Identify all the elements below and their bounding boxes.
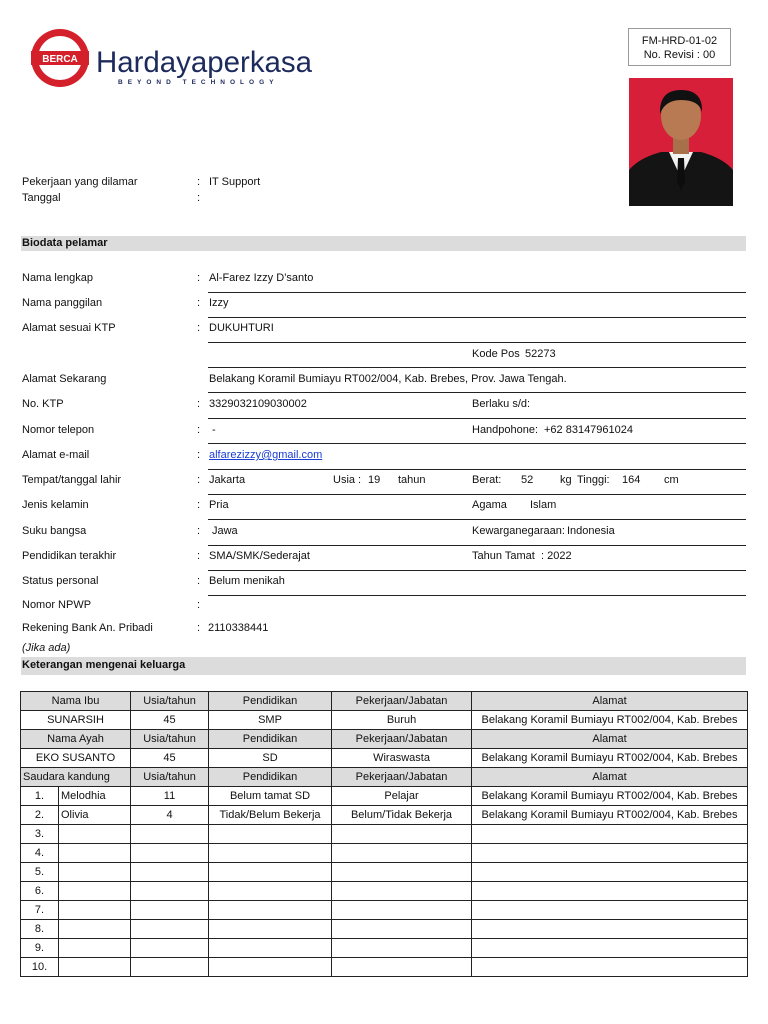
sibling-occupation [332,939,472,958]
company-logo [30,28,320,92]
sibling-education [209,863,332,882]
sibling-occupation: Pelajar [332,787,472,806]
citizenship-value: Indonesia [567,525,615,537]
table-header-cell: Usia/tahun [131,692,209,711]
weight-label: Berat: [472,474,502,486]
colon: : [197,474,201,486]
table-row [21,958,748,977]
applicant-photo [629,78,733,206]
rule [208,595,746,596]
sibling-occupation [332,825,472,844]
sibling-number: 8. [21,920,59,939]
table-row [21,787,748,806]
birth-label: Tempat/tanggal lahir [22,474,122,486]
colon: : [197,297,201,309]
sibling-age: 4 [131,806,209,825]
marital-status-label: Status personal [22,575,99,587]
marital-status-value: Belum menikah [209,575,285,587]
table-header-cell: Saudara kandung [21,768,131,787]
sibling-age [131,901,209,920]
current-address-label: Alamat Sekarang [22,373,107,385]
sibling-education [209,882,332,901]
colon: : [197,322,201,334]
mother-header-row [21,692,748,711]
table-row [21,920,748,939]
education-value: SMA/SMK/Sederajat [209,550,310,562]
table-cell: 45 [131,711,209,730]
sibling-education [209,958,332,977]
date-label: Tanggal [22,192,61,204]
sibling-name [59,901,131,920]
sibling-number: 5. [21,863,59,882]
father-row [21,749,748,768]
biodata-section-title: Biodata pelamar [21,236,746,251]
sibling-age [131,882,209,901]
sibling-number: 1. [21,787,59,806]
table-cell: Belakang Koramil Bumiayu RT002/004, Kab. Brebes [472,711,748,730]
colon: : [197,575,201,587]
sibling-age: 11 [131,787,209,806]
ktp-number-label: No. KTP [22,398,64,410]
table-cell: SUNARSIH [21,711,131,730]
sibling-age [131,844,209,863]
sibling-name [59,825,131,844]
colon: : [197,192,201,204]
age-label: Usia : [333,474,362,486]
rule [208,469,746,470]
sibling-occupation [332,901,472,920]
sibling-address [472,939,748,958]
sibling-name [59,863,131,882]
nickname-label: Nama panggilan [22,297,103,309]
postal-code-value: 52273 [525,348,556,360]
nickname-value: Izzy [209,297,229,309]
full-name-value: Al-Farez Izzy D’santo [209,272,314,284]
sibling-education [209,825,332,844]
sibling-address [472,863,748,882]
sibling-age [131,863,209,882]
table-cell: Wiraswasta [332,749,472,768]
ethnicity-value: Jawa [212,525,238,537]
religion-label: Agama [472,499,507,511]
email-label: Alamat e-mail [22,449,90,461]
height-label: Tinggi: [577,474,610,486]
sibling-education [209,901,332,920]
table-header-cell: Pekerjaan/Jabatan [332,768,472,787]
ktp-number-value: 3329032109030002 [209,398,307,410]
rule [208,342,746,343]
ktp-address-label: Alamat sesuai KTP [22,322,116,334]
family-section-title: Keterangan mengenai keluarga [21,657,746,675]
full-name-label: Nama lengkap [22,272,93,284]
ktp-address-value: DUKUHTURI [209,322,274,334]
age-value: 19 [368,474,381,486]
rule [208,494,746,495]
sibling-occupation: Belum/Tidak Bekerja [332,806,472,825]
mobile-label: Handpohone: [472,424,539,436]
ethnicity-label: Suku bangsa [22,525,87,537]
mother-row [21,711,748,730]
sibling-number: 6. [21,882,59,901]
postal-code-label: Kode Pos [472,348,520,360]
table-header-cell: Pekerjaan/Jabatan [332,730,472,749]
sibling-name [59,958,131,977]
colon: : [197,550,201,562]
table-row [21,844,748,863]
table-row [21,901,748,920]
graduation-year-value: : 2022 [541,550,572,562]
phone-label: Nomor telepon [22,424,95,436]
table-header-cell: Usia/tahun [131,730,209,749]
rule [208,443,746,444]
siblings-header-row [21,768,748,787]
sibling-number: 3. [21,825,59,844]
bank-account-value: 2110338441 [208,622,269,634]
sibling-education [209,939,332,958]
mobile-value: +62 83147961024 [544,424,634,436]
weight-unit: kg [560,474,572,486]
sibling-name [59,939,131,958]
rule [208,545,746,546]
rule [208,292,746,293]
sibling-name: Melodhia [59,787,131,806]
sibling-age [131,825,209,844]
table-row [21,825,748,844]
logo-tagline: BEYOND TECHNOLOGY [118,79,279,86]
height-unit: cm [664,474,679,486]
sibling-age [131,939,209,958]
job-applied-value: IT Support [209,176,261,188]
table-header-cell: Nama Ayah [21,730,131,749]
form-code: FM-HRD-01-02 [641,35,718,47]
sibling-occupation [332,844,472,863]
sibling-age [131,920,209,939]
family-table [20,691,748,977]
sibling-education: Tidak/Belum Bekerja [209,806,332,825]
rule [208,418,746,419]
logo-badge-text: BERCA [42,54,78,65]
father-header-row [21,730,748,749]
graduation-year-label: Tahun Tamat [472,550,535,562]
sibling-name [59,882,131,901]
colon: : [197,525,201,537]
rule [208,367,746,368]
sibling-occupation [332,863,472,882]
sibling-address [472,844,748,863]
sibling-occupation [332,958,472,977]
form-code-box [628,28,731,66]
height-value: 164 [622,474,641,486]
table-cell: 45 [131,749,209,768]
table-header-cell: Pendidikan [209,692,332,711]
colon: : [197,424,201,436]
birth-place-value: Jakarta [209,474,246,486]
sibling-name [59,844,131,863]
table-cell: SMP [209,711,332,730]
age-unit: tahun [398,474,426,486]
table-header-cell: Alamat [472,768,748,787]
colon: : [197,176,201,188]
rule [208,570,746,571]
current-address-value: Belakang Koramil Bumiayu RT002/004, Kab. Brebes, Prov. Jawa Tengah. [209,373,567,385]
table-header-cell: Alamat [472,730,748,749]
colon: : [197,599,201,611]
colon: : [197,272,201,284]
sibling-occupation [332,920,472,939]
sibling-rows [21,787,748,977]
sibling-address: Belakang Koramil Bumiayu RT002/004, Kab. Brebes [472,806,748,825]
sibling-name [59,920,131,939]
table-row [21,806,748,825]
table-header-cell: Pekerjaan/Jabatan [332,692,472,711]
table-row [21,939,748,958]
valid-until-label: Berlaku s/d: [472,398,531,410]
bank-account-note: (Jika ada) [22,642,71,654]
colon: : [197,398,201,410]
email-link[interactable]: alfarezizzy@gmail.com [209,449,323,461]
sibling-number: 10. [21,958,59,977]
job-applied-label: Pekerjaan yang dilamar [22,176,138,188]
colon: : [197,449,201,461]
table-cell: Belakang Koramil Bumiayu RT002/004, Kab. Brebes [472,749,748,768]
bank-account-label: Rekening Bank An. Pribadi [22,622,153,634]
rule [208,519,746,520]
phone-value: - [212,424,216,436]
sibling-address: Belakang Koramil Bumiayu RT002/004, Kab. Brebes [472,787,748,806]
sibling-education [209,920,332,939]
table-header-cell: Pendidikan [209,730,332,749]
sibling-education [209,844,332,863]
weight-value: 52 [521,474,534,486]
colon: : [197,499,201,511]
table-row [21,882,748,901]
logo-wordmark: Hardayaperkasa [96,46,313,79]
sibling-address [472,901,748,920]
sibling-name: Olivia [59,806,131,825]
sibling-number: 7. [21,901,59,920]
table-header-cell: Alamat [472,692,748,711]
sibling-address [472,882,748,901]
table-header-cell: Pendidikan [209,768,332,787]
sibling-address [472,958,748,977]
sibling-education: Belum tamat SD [209,787,332,806]
education-label: Pendidikan terakhir [22,550,117,562]
npwp-label: Nomor NPWP [22,599,92,611]
rule [208,392,746,393]
table-header-cell: Usia/tahun [131,768,209,787]
gender-label: Jenis kelamin [22,499,89,511]
table-cell: Buruh [332,711,472,730]
sibling-address [472,920,748,939]
table-header-cell: Nama Ibu [21,692,131,711]
table-cell: SD [209,749,332,768]
religion-value: Islam [530,499,557,511]
form-revision: No. Revisi : 00 [643,49,716,61]
sibling-number: 4. [21,844,59,863]
colon: : [197,622,201,634]
gender-value: Pria [209,499,229,511]
rule [208,317,746,318]
citizenship-label: Kewarganegaraan: [472,525,565,537]
sibling-address [472,825,748,844]
sibling-number: 2. [21,806,59,825]
sibling-occupation [332,882,472,901]
table-row [21,863,748,882]
sibling-number: 9. [21,939,59,958]
sibling-age [131,958,209,977]
table-cell: EKO SUSANTO [21,749,131,768]
